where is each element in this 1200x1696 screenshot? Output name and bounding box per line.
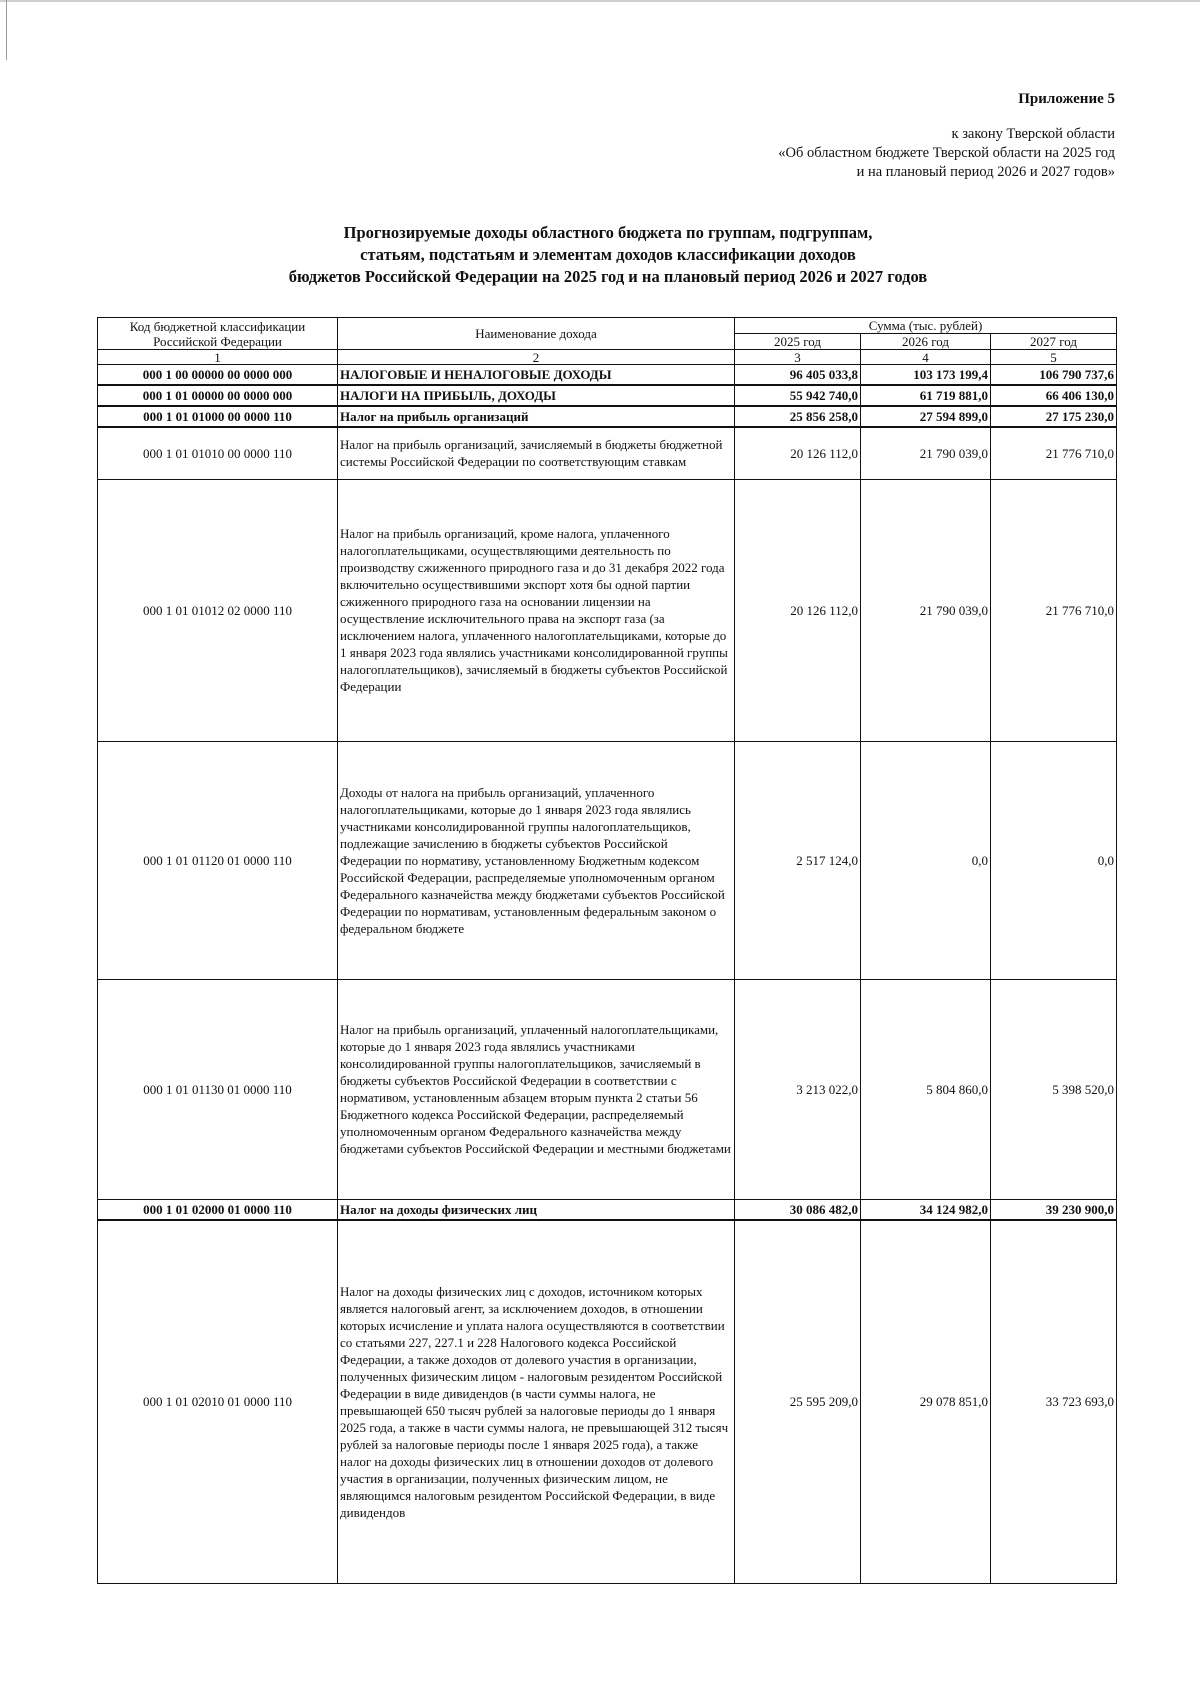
column-index-row bbox=[98, 350, 1117, 365]
scan-edge-left bbox=[6, 0, 7, 60]
row-name: Налог на прибыль организаций, уплаченный налогоплательщиками, которые до 1 января 2023 года являлись участниками консолидированной группы налогоплательщиков, зачисляемый в бюджеты субъектов Российской Федерации в соответствии с нормативом, установленным абзацем вторым пункта 2 статьи 56 Бюджетного кодекса Российской Федерации, распределяемый уполномоченным органом Федерального казначейства между бюджетами субъектов Российской Федерации и местными бюджетами bbox=[338, 979, 735, 1199]
row-value-2025: 20 126 112,0 bbox=[735, 479, 861, 741]
table-row bbox=[98, 479, 1117, 741]
row-name: Налог на прибыль организаций, кроме налога, уплаченного налогоплательщиками, осуществляющими деятельность по производству сжиженного природного газа и до 31 декабря 2022 года включительно осуществившими экспорт хотя бы одной партии сжиженного природного газа на основании лицензии на осуществление исключительного права на экспорт газа (за исключением налога, уплаченного налогоплательщиками, которые до 1 января 2023 года являлись участниками консолидированной группы налогоплательщиков), зачисляемый в бюджеты субъектов Российской Федерации bbox=[338, 479, 735, 741]
law-ref-line: и на плановый период 2026 и 2027 годов» bbox=[856, 164, 1115, 180]
column-header-2026: 2026 год bbox=[861, 334, 991, 350]
row-code: 000 1 01 01010 00 0000 110 bbox=[98, 427, 338, 479]
row-code: 000 1 01 01130 01 0000 110 bbox=[98, 979, 338, 1199]
row-code: 000 1 01 02000 01 0000 110 bbox=[98, 1199, 338, 1220]
row-code: 000 1 01 01012 02 0000 110 bbox=[98, 479, 338, 741]
table-row bbox=[98, 427, 1117, 479]
law-reference bbox=[778, 125, 1115, 182]
column-index: 1 bbox=[98, 350, 338, 365]
column-header-code: Код бюджетной классификации Российской Федерации bbox=[98, 318, 338, 350]
row-value-2026: 5 804 860,0 bbox=[861, 979, 991, 1199]
row-value-2025: 2 517 124,0 bbox=[735, 741, 861, 979]
row-name: Доходы от налога на прибыль организаций, уплаченного налогоплательщиками, которые до 1 января 2023 года являлись участниками консолидированной группы налогоплательщиков, подлежащие зачислению в бюджеты субъектов Российской Федерации по нормативу, установленному Бюджетным кодексом Российской Федерации, распределяемые уполномоченным органом Федерального казначейства между бюджетами субъектов Российской Федерации по нормативам, установленным федеральным законом о федеральном бюджете bbox=[338, 741, 735, 979]
row-code: 000 1 01 02010 01 0000 110 bbox=[98, 1220, 338, 1584]
table-row bbox=[98, 979, 1117, 1199]
column-header-name: Наименование дохода bbox=[338, 318, 735, 350]
row-value-2025: 3 213 022,0 bbox=[735, 979, 861, 1199]
row-code: 000 1 00 00000 00 0000 000 bbox=[98, 365, 338, 386]
scan-edge-top bbox=[0, 0, 1200, 2]
row-value-2026: 21 790 039,0 bbox=[861, 427, 991, 479]
table-row bbox=[98, 741, 1117, 979]
row-value-2026: 27 594 899,0 bbox=[861, 406, 991, 427]
row-name: Налог на прибыль организаций bbox=[338, 406, 735, 427]
title-line: статьям, подстатьям и элементам доходов классификации доходов bbox=[360, 245, 856, 264]
row-value-2025: 96 405 033,8 bbox=[735, 365, 861, 386]
row-value-2027: 27 175 230,0 bbox=[991, 406, 1117, 427]
row-value-2026: 29 078 851,0 bbox=[861, 1220, 991, 1584]
row-value-2026: 21 790 039,0 bbox=[861, 479, 991, 741]
row-name: НАЛОГИ НА ПРИБЫЛЬ, ДОХОДЫ bbox=[338, 385, 735, 406]
table-row bbox=[98, 365, 1117, 386]
row-value-2025: 25 856 258,0 bbox=[735, 406, 861, 427]
table-row bbox=[98, 1199, 1117, 1220]
revenue-table bbox=[97, 317, 1117, 1584]
law-ref-line: «Об областном бюджете Тверской области на 2025 год bbox=[778, 145, 1115, 161]
title-line: Прогнозируемые доходы областного бюджета по группам, подгруппам, bbox=[343, 223, 873, 242]
column-header-sum: Сумма (тыс. рублей) bbox=[735, 318, 1117, 334]
row-value-2026: 103 173 199,4 bbox=[861, 365, 991, 386]
column-header-2025: 2025 год bbox=[735, 334, 861, 350]
row-value-2025: 30 086 482,0 bbox=[735, 1199, 861, 1220]
row-name: Налог на прибыль организаций, зачисляемый в бюджеты бюджетной системы Российской Федерации по соответствующим ставкам bbox=[338, 427, 735, 479]
row-value-2025: 25 595 209,0 bbox=[735, 1220, 861, 1584]
title-line: бюджетов Российской Федерации на 2025 год и на плановый период 2026 и 2027 годов bbox=[288, 267, 928, 286]
row-value-2027: 21 776 710,0 bbox=[991, 427, 1117, 479]
column-index: 3 bbox=[735, 350, 861, 365]
column-index: 2 bbox=[338, 350, 735, 365]
row-value-2027: 66 406 130,0 bbox=[991, 385, 1117, 406]
row-code: 000 1 01 00000 00 0000 000 bbox=[98, 385, 338, 406]
row-name: Налог на доходы физических лиц с доходов, источником которых является налоговый агент, за исключением доходов, в отношении которых исчисление и уплата налога осуществляются в соответствии со статьями 227, 227.1 и 228 Налогового кодекса Российской Федерации, а также доходов от долевого участия в организации, полученных физическим лицом - налоговым резидентом Российской Федерации в виде дивидендов (в части суммы налога, не превышающей 650 тысяч рублей за налоговые периоды до 1 января 2025 года, а также в части суммы налога, не превышающей 312 тысяч рублей за налоговые периоды после 1 января 2025 года), а также налог на доходы физических лиц в отношении доходов от долевого участия в организации, полученных физическим лицом, не являющимся налоговым резидентом Российской Федерации, в виде дивидендов bbox=[338, 1220, 735, 1584]
law-ref-line: к закону Тверской области bbox=[951, 126, 1115, 142]
row-value-2027: 106 790 737,6 bbox=[991, 365, 1117, 386]
row-code: 000 1 01 01000 00 0000 110 bbox=[98, 406, 338, 427]
row-value-2027: 33 723 693,0 bbox=[991, 1220, 1117, 1584]
column-header-2027: 2027 год bbox=[991, 334, 1117, 350]
row-value-2027: 21 776 710,0 bbox=[991, 479, 1117, 741]
row-name: НАЛОГОВЫЕ И НЕНАЛОГОВЫЕ ДОХОДЫ bbox=[338, 365, 735, 386]
row-value-2026: 0,0 bbox=[861, 741, 991, 979]
document-title bbox=[0, 222, 1200, 288]
row-value-2025: 55 942 740,0 bbox=[735, 385, 861, 406]
row-value-2025: 20 126 112,0 bbox=[735, 427, 861, 479]
row-value-2027: 0,0 bbox=[991, 741, 1117, 979]
row-code: 000 1 01 01120 01 0000 110 bbox=[98, 741, 338, 979]
table-row bbox=[98, 385, 1117, 406]
table-row bbox=[98, 406, 1117, 427]
column-index: 4 bbox=[861, 350, 991, 365]
row-value-2027: 39 230 900,0 bbox=[991, 1199, 1117, 1220]
appendix-label: Приложение 5 bbox=[1018, 91, 1115, 107]
row-name: Налог на доходы физических лиц bbox=[338, 1199, 735, 1220]
row-value-2027: 5 398 520,0 bbox=[991, 979, 1117, 1199]
row-value-2026: 61 719 881,0 bbox=[861, 385, 991, 406]
table-row bbox=[98, 1220, 1117, 1584]
row-value-2026: 34 124 982,0 bbox=[861, 1199, 991, 1220]
column-index: 5 bbox=[991, 350, 1117, 365]
